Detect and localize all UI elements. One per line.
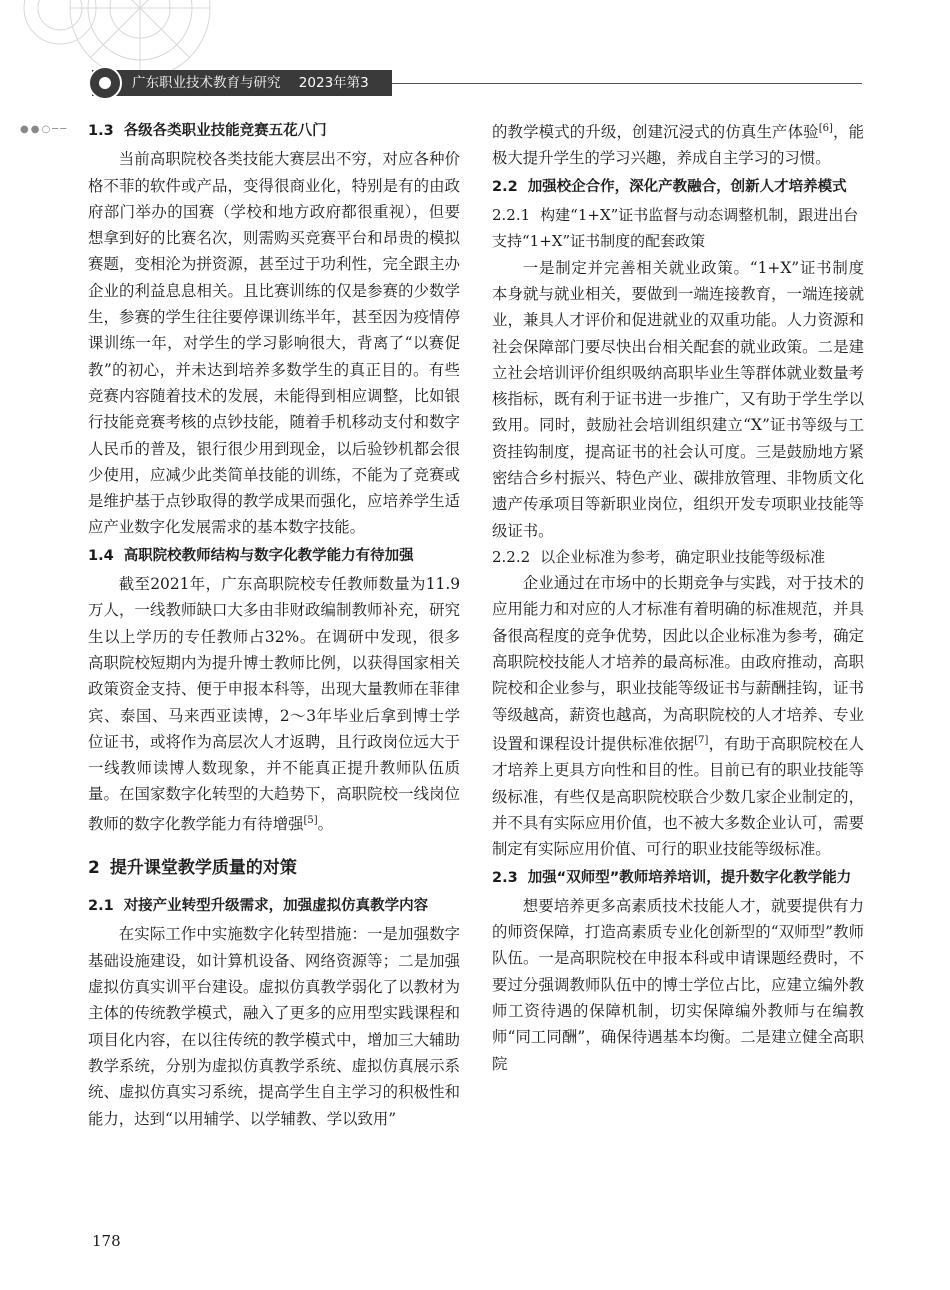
section-heading-1-4: 1.4 高职院校教师结构与数字化教学能力有待加强 — [88, 547, 414, 564]
paragraph-continued: 的教学模式的升级，创建沉浸式的仿真生产体验[6]，能极大提升学生的学习兴趣，养成自主学习的习惯。 — [492, 123, 864, 168]
section-heading-2-2-2: 2.2.2 以企业标准为参考，确定职业技能等级标准 — [492, 547, 826, 566]
journal-header — [92, 70, 392, 117]
right-column — [492, 116, 864, 1077]
citation: [7] — [694, 734, 709, 746]
left-column — [88, 116, 460, 1132]
paragraph: 在实际工作中实施数字化转型措施：一是加强数字基础设施建设，如计算机设备、网络资源等；二是加强虚拟仿真实训平台建设。虚拟仿真教学弱化了以教材为主体的传统教学模式，融入了更多的应用型实践课程和项目化内容，在以往传统的教学模式中，增加三大辅助教学系统，分别为虚拟仿真教学系统、虚拟仿真展示系统、虚拟仿真实习系统，提高学生自主学习的积极性和能力，达到“以用辅学、以学辅教、学以致用” — [88, 925, 460, 1128]
section-heading-2-2: 2.2 加强校企合作，深化产教融合，创新人才培养模式 — [492, 178, 847, 195]
section-heading-2-3: 2.3 加强“双师型”教师培养培训，提升数字化教学能力 — [492, 869, 852, 886]
citation: [5] — [303, 814, 318, 826]
paragraph: 截至2021年，广东高职院校专任教师数量为11.9万人，一线教师缺口大多由非财政编制教师补充，研究生以上学历的专任教师占32%。在调研中发现，很多高职院校短期内为提升博士教师比例，以获得国家相关政策资金支持、便于申报本科等，出现大量教师在菲律宾、泰国、马来西亚读博，2～3年毕业后拿到博士学位证书，或将作为高层次人才返聘，且行政岗位远大于一线教师读博人数现象，并不能真正提升教师队伍质量。在国家数字化转型的大趋势下，高职院校一线岗位教师的数字化教学能力有待增强[5]。 — [88, 575, 460, 833]
paragraph: 一是制定并完善相关就业政策。“1+X”证书制度本身就与就业相关，要做到一端连接教育，一端连接就业，兼具人才评价和促进就业的双重功能。人力资源和社会保障部门要尽快出台相关配套的就业政策。二是建立社会培训评价组织吸纳高职毕业生等群体就业数量考核指标，既有利于证书进一步推广，又有助于学生学以致用。同时，鼓励社会培训组织建立“X”证书等级与工资挂钩制度，提高证书的社会认可度。三是鼓励地方紧密结合乡村振兴、特色产业、碳排放管理、非物质文化遗产传承项目等新职业岗位，组织开发专项职业技能等级证书。 — [492, 258, 864, 540]
paragraph: 企业通过在市场中的长期竞争与实践，对于技术的应用能力和对应的人才标准有着明确的标准规范，并具备很高程度的竞争优势，因此以企业标准为参考，确定高职院校技能人才培养的最高标准。由政府推动，高职院校和企业参与，职业技能等级证书与薪酬挂钩，证书等级越高，薪资也越高，为高职院校的人才培养、专业设置和课程设计提供标准依据[7]，有助于高职院校在人才培养上更具方向性和目的性。目前已有的职业技能等级标准，有些仅是高职院校联合少数几家企业制定的，并不具有实际应用价值，也不被大多数企业认可，需要制定有实际应用价值、可行的职业技能等级标准。 — [492, 574, 864, 859]
section-heading-2: 2 提升课堂教学质量的对策 — [88, 858, 297, 879]
journal-name: 广东职业技术教育与研究 — [132, 75, 281, 91]
header-rule — [392, 83, 862, 84]
citation: [6] — [818, 123, 833, 134]
paragraph: 当前高职院校各类技能大赛层出不穷，对应各种价格不菲的软件或产品，变得很商业化，特别是有的由政府部门举办的国赛（学校和地方政府都很重视），但要想拿到好的比赛名次，则需购买竞赛平台和昂贵的模拟赛题，变相沦为拼资源，甚至过于功利性，完全跟主办企业的利益息息相关。且比赛训练的仅是参赛的少数学生，参赛的学生往往要停课训练半年，甚至因为疫情停课训练一年，对学生的学习影响很大，背离了“以赛促教”的初心，并未达到培养多数学生的真正目的。有些竞赛内容随着技术的发展，未能得到相应调整，比如银行技能竞赛考核的点钞技能，随着手机移动支付和数字人民币的普及，银行很少用到现金，以后验钞机都会很少使用，应减少此类简单技能的训练，不能为了竞赛或是维护基于点钞取得的教学成果而强化，应培养学生适应产业数字化发展需求的基本数字技能。 — [88, 150, 460, 537]
header-circle-icon — [88, 66, 122, 100]
page-number: 178 — [92, 1232, 121, 1250]
dots-decoration: ●●○── — [20, 124, 69, 135]
section-heading-1-3: 1.3 各级各类职业技能竞赛五花八门 — [88, 123, 327, 139]
journal-issue: 2023年第3期 — [132, 75, 369, 117]
section-heading-2-2-1: 2.2.1 构建“1+X”证书监督与动态调整机制，跟进出台支持“1+X”证书制度的配套政策 — [492, 206, 859, 251]
section-heading-2-1: 2.1 对接产业转型升级需求，加强虚拟仿真教学内容 — [88, 898, 429, 915]
paragraph: 想要培养更多高素质技术技能人才，就要提供有力的师资保障，打造高素质专业化创新型的“双师型”教师队伍。一是高职院校在申报本科或申请课题经费时，不要过分强调教师队伍中的博士学位占比，应建立编外教师工资待遇的保障机制，切实保障编外教师与在编教师“同工同酬”，确保待遇基本均衡。二是建立健全高职院 — [492, 896, 864, 1073]
